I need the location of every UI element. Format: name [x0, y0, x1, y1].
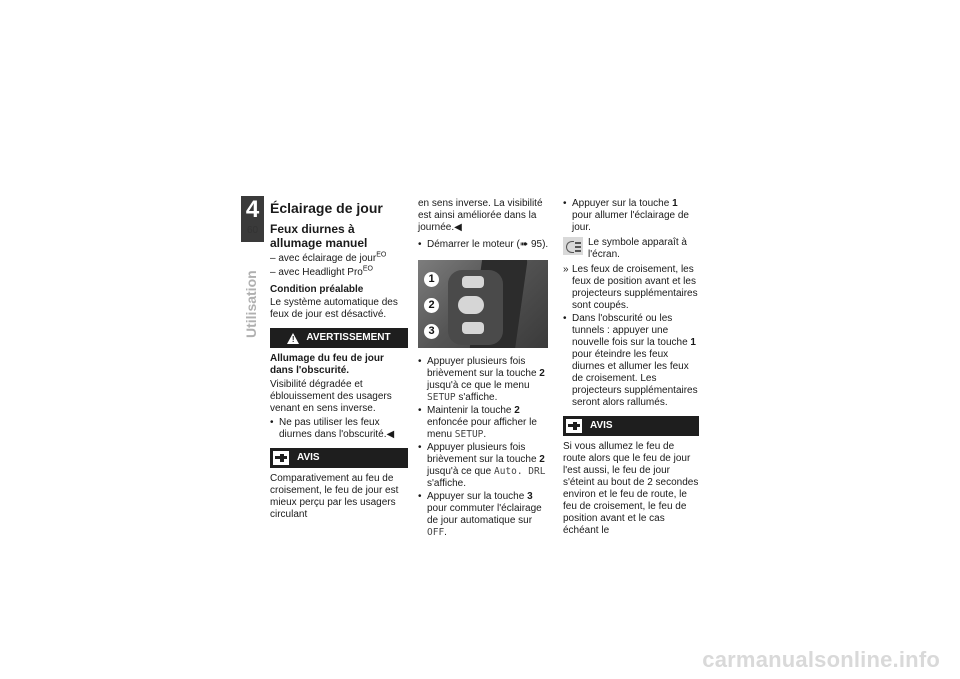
step-2: • Maintenir la touche 2 enfoncée pour afficher le menu SETUP.	[418, 405, 551, 441]
avis-label: AVIS	[297, 452, 320, 463]
handlebar-switch-figure	[418, 260, 548, 348]
page-title: Éclairage de jour	[270, 200, 383, 216]
column-1	[270, 200, 408, 523]
warning-bullet: • Ne pas utiliser les feux diurnes dans l'obscurité.◀	[270, 417, 408, 441]
avis-label-2: AVIS	[590, 420, 613, 431]
continuation-text: en sens inverse. La visibilité est ainsi améliorée dans la journée.◀	[418, 198, 543, 233]
step-darkness: • Dans l'obscurité ou les tunnels : appuyer une nouvelle fois sur la touche 1 pour éteindre les feux diurnes et allumer les feux de croisement. Les projecteurs supplémentaires seront alors rallumés.	[563, 313, 699, 409]
column-3	[563, 198, 699, 539]
step-switch-on: • Appuyer sur la touche 1 pour allumer l'éclairage de jour.	[563, 198, 699, 234]
switch-button-2	[458, 296, 484, 314]
pointing-hand-icon	[566, 419, 582, 433]
pointing-hand-icon	[273, 451, 289, 465]
section-subtitle: Feux diurnes à allumage manuel	[270, 222, 368, 250]
warning-text: Visibilité dégradée et éblouissement des usagers venant en sens inverse.	[270, 379, 392, 414]
column-2	[418, 198, 551, 540]
avis-text: Comparativement au feu de croisement, le feu de jour est mieux perçu par les usagers circulant	[270, 473, 399, 520]
warning-title: Allumage du feu de jour dans l'obscurité.	[270, 353, 384, 376]
step-4: • Appuyer sur la touche 3 pour commuter l'éclairage de jour automatique sur OFF.	[418, 491, 551, 539]
option-line: – avec éclairage de jour$^{EO}$	[270, 251, 387, 264]
start-engine-step: • Démarrer le moteur (➠ 95).	[418, 239, 551, 251]
warning-banner	[270, 328, 408, 348]
precondition-text: Le système automatique des feux de jour est désactivé.	[270, 297, 398, 320]
switch-button-3	[462, 322, 484, 334]
page-number: 60	[246, 225, 259, 236]
result-text: » Les feux de croisement, les feux de position avant et les projecteurs supplémentaires sont coupés.	[563, 264, 699, 312]
option-line: – avec Headlight Pro$^{EO}$	[270, 265, 373, 278]
daytime-running-light-icon	[563, 237, 583, 255]
chapter-number: 4	[245, 196, 260, 223]
symbol-note	[563, 237, 699, 261]
avis-banner-2	[563, 416, 699, 436]
watermark-text: carmanualsonline.info	[702, 647, 940, 672]
switch-button-1	[462, 276, 484, 288]
figure-label-2: 2	[424, 298, 439, 313]
section-label: Utilisation	[243, 270, 259, 338]
step-3: • Appuyer plusieurs fois brièvement sur la touche 2 jusqu'à ce que Auto. DRL s'affiche.	[418, 442, 551, 490]
warning-triangle-icon: !	[287, 333, 299, 344]
precondition-heading: Condition préalable	[270, 284, 364, 295]
figure-label-3: 3	[424, 324, 439, 339]
symbol-note-text: Le symbole apparaît à l'écran.	[588, 237, 687, 260]
step-1: • Appuyer plusieurs fois brièvement sur la touche 2 jusqu'à ce que le menu SETUP s'affiche.	[418, 356, 551, 404]
avis-banner	[270, 448, 408, 468]
avis-text-2: Si vous allumez le feu de route alors que le feu de jour l'est aussi, le feu de jour s'éteint au bout de 2 secondes environ et le feu de route, le feu de croisement, le feu de position avant et le cas échéant le	[563, 441, 699, 536]
figure-label-1: 1	[424, 272, 439, 287]
warning-label: AVERTISSEMENT	[306, 332, 391, 343]
